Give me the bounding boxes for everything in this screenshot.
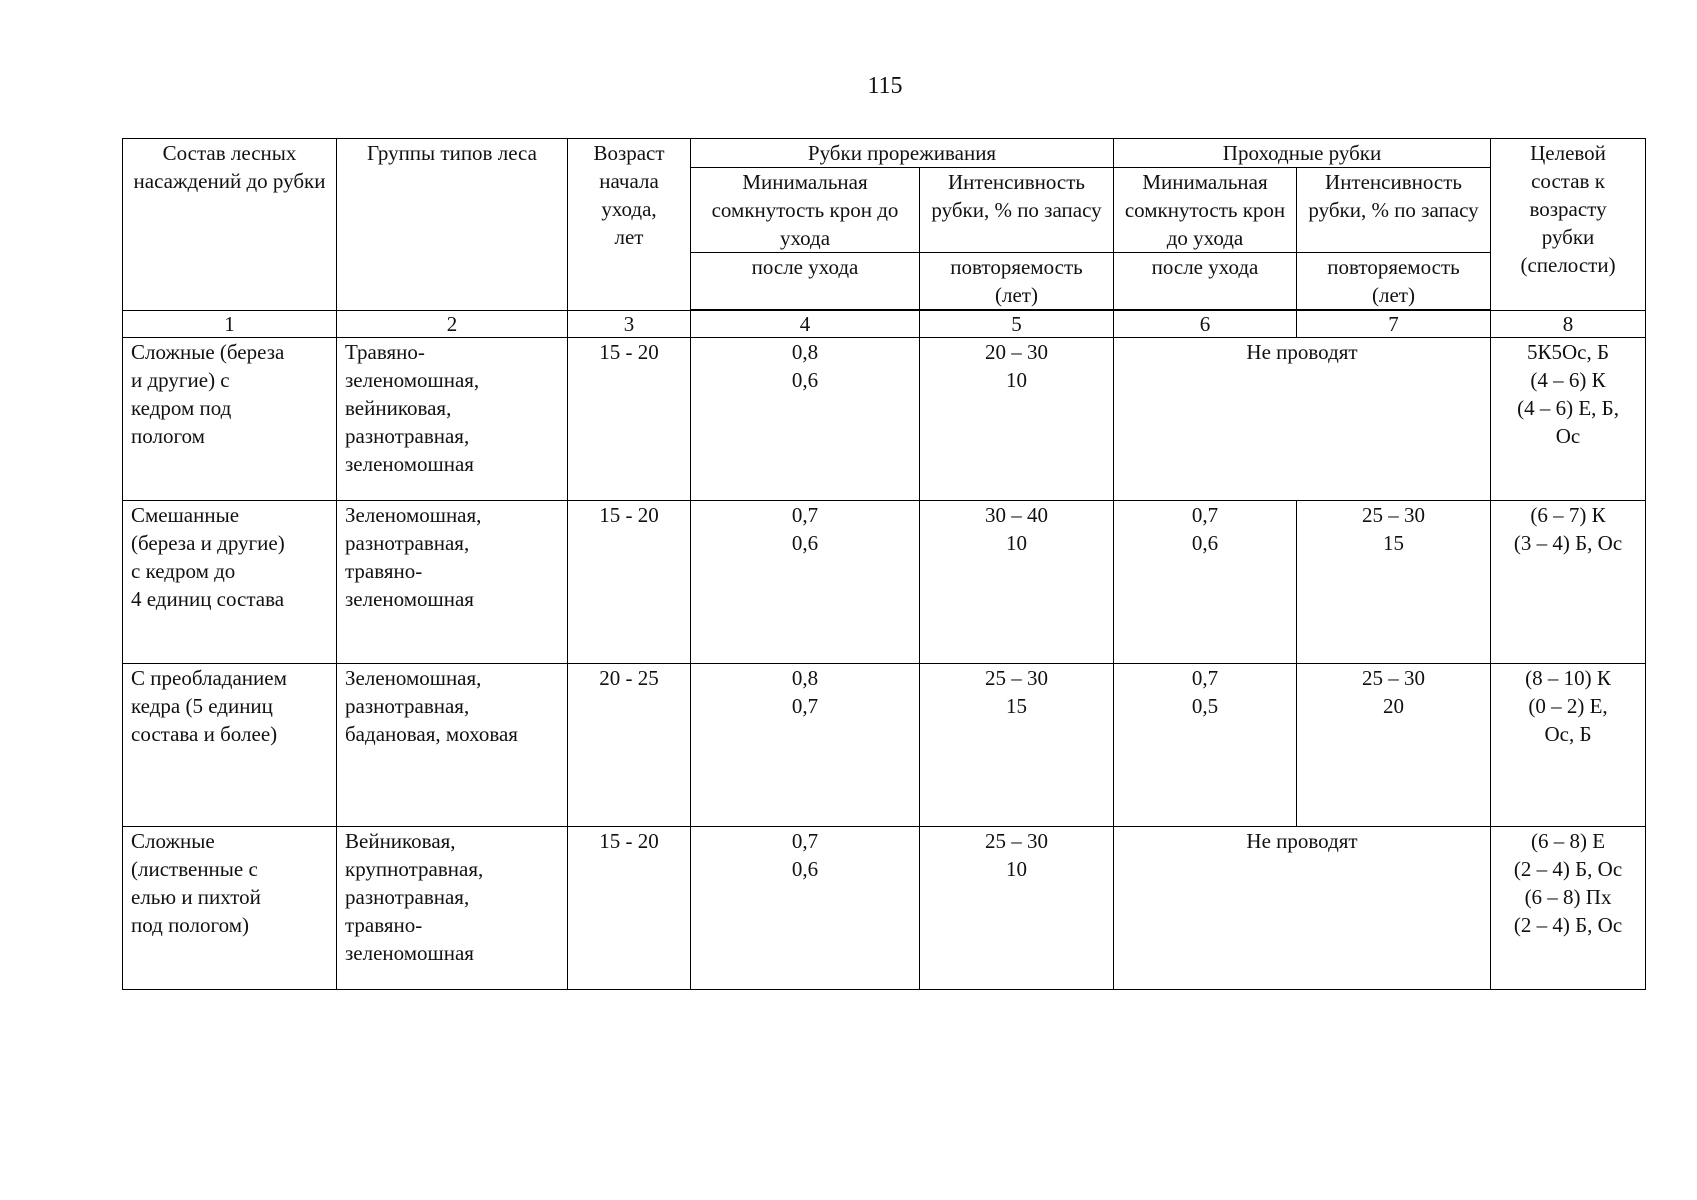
column-number-row	[123, 311, 1646, 338]
header-thin-repeat: повторяемость (лет)	[920, 253, 1114, 310]
cell-thin-intensity: 20 – 30 10	[920, 338, 1114, 501]
cell-target: (6 – 7) К (3 – 4) Б, Ос	[1491, 501, 1646, 664]
cell-composition: Сложные (лиственные с елью и пихтой под пологом)	[123, 827, 337, 990]
page-number: 115	[867, 73, 903, 99]
cell-composition: Смешанные (береза и другие) с кедром до 4 единиц состава	[123, 501, 337, 664]
cell-target: (8 – 10) К (0 – 2) Е, Ос, Б	[1491, 664, 1646, 827]
cell-thin-intensity: 25 – 30 10	[920, 827, 1114, 990]
cell-age: 15 - 20	[568, 501, 691, 664]
header-row-1	[123, 139, 1646, 168]
header-thin-density: Минимальная сомкнутость крон до ухода	[691, 168, 920, 253]
cell-pass-density: 0,7 0,6	[1114, 501, 1297, 664]
header-passage-group: Проходные рубки	[1114, 139, 1491, 168]
header-pass-repeat: повторяемость (лет)	[1297, 253, 1491, 310]
header-target-composition: Целевой состав к возрасту рубки (спелости)	[1491, 139, 1646, 311]
cell-thin-density: 0,8 0,7	[691, 664, 920, 827]
cell-target: (6 – 8) Е (2 – 4) Б, Ос (6 – 8) Пх (2 – 4) Б, Ос	[1491, 827, 1646, 990]
table-row	[123, 827, 1646, 990]
cell-composition: Сложные (береза и другие) с кедром под пологом	[123, 338, 337, 501]
cell-pass-intensity: 25 – 30 15	[1297, 501, 1491, 664]
header-pass-density: Минимальная сомкнутость крон до ухода	[1114, 168, 1297, 253]
column-number: 2	[337, 311, 568, 338]
header-pass-intensity: Интенсивность рубки, % по запасу	[1297, 168, 1491, 253]
column-number: 1	[123, 311, 337, 338]
cell-forest-types: Зеленомошная, разнотравная, бадановая, моховая	[337, 664, 568, 827]
header-composition: Состав лесных насаждений до рубки	[123, 139, 337, 311]
table-row	[123, 338, 1646, 501]
cell-pass-density: 0,7 0,5	[1114, 664, 1297, 827]
table-row	[123, 501, 1646, 664]
cell-forest-types: Зеленомошная, разнотравная, травяно- зеленомошная	[337, 501, 568, 664]
forestry-table	[122, 138, 1646, 990]
column-number: 4	[691, 311, 920, 338]
column-number: 6	[1114, 311, 1297, 338]
cell-thin-density: 0,7 0,6	[691, 827, 920, 990]
cell-thin-density: 0,7 0,6	[691, 501, 920, 664]
column-number: 8	[1491, 311, 1646, 338]
header-start-age: Возраст начала ухода, лет	[568, 139, 691, 311]
cell-target: 5К5Ос, Б (4 – 6) К (4 – 6) Е, Б, Ос	[1491, 338, 1646, 501]
cell-age: 20 - 25	[568, 664, 691, 827]
cell-thin-density: 0,8 0,6	[691, 338, 920, 501]
column-number: 3	[568, 311, 691, 338]
header-thinning-group: Рубки прореживания	[691, 139, 1114, 168]
cell-pass-intensity: 25 – 30 20	[1297, 664, 1491, 827]
cell-age: 15 - 20	[568, 338, 691, 501]
cell-passage-merged: Не проводят	[1114, 827, 1491, 990]
cell-forest-types: Травяно- зеленомошная, вейниковая, разнотравная, зеленомошная	[337, 338, 568, 501]
cell-thin-intensity: 25 – 30 15	[920, 664, 1114, 827]
cell-forest-types: Вейниковая, крупнотравная, разнотравная, травяно- зеленомошная	[337, 827, 568, 990]
cell-age: 15 - 20	[568, 827, 691, 990]
header-forest-types: Группы типов леса	[337, 139, 568, 311]
table-row	[123, 664, 1646, 827]
header-pass-after: после ухода	[1114, 253, 1297, 310]
cell-passage-merged: Не проводят	[1114, 338, 1491, 501]
cell-thin-intensity: 30 – 40 10	[920, 501, 1114, 664]
column-number: 7	[1297, 311, 1491, 338]
column-number: 5	[920, 311, 1114, 338]
header-thin-intensity: Интенсивность рубки, % по запасу	[920, 168, 1114, 253]
cell-composition: С преобладанием кедра (5 единиц состава и более)	[123, 664, 337, 827]
header-thin-after: после ухода	[691, 253, 920, 310]
